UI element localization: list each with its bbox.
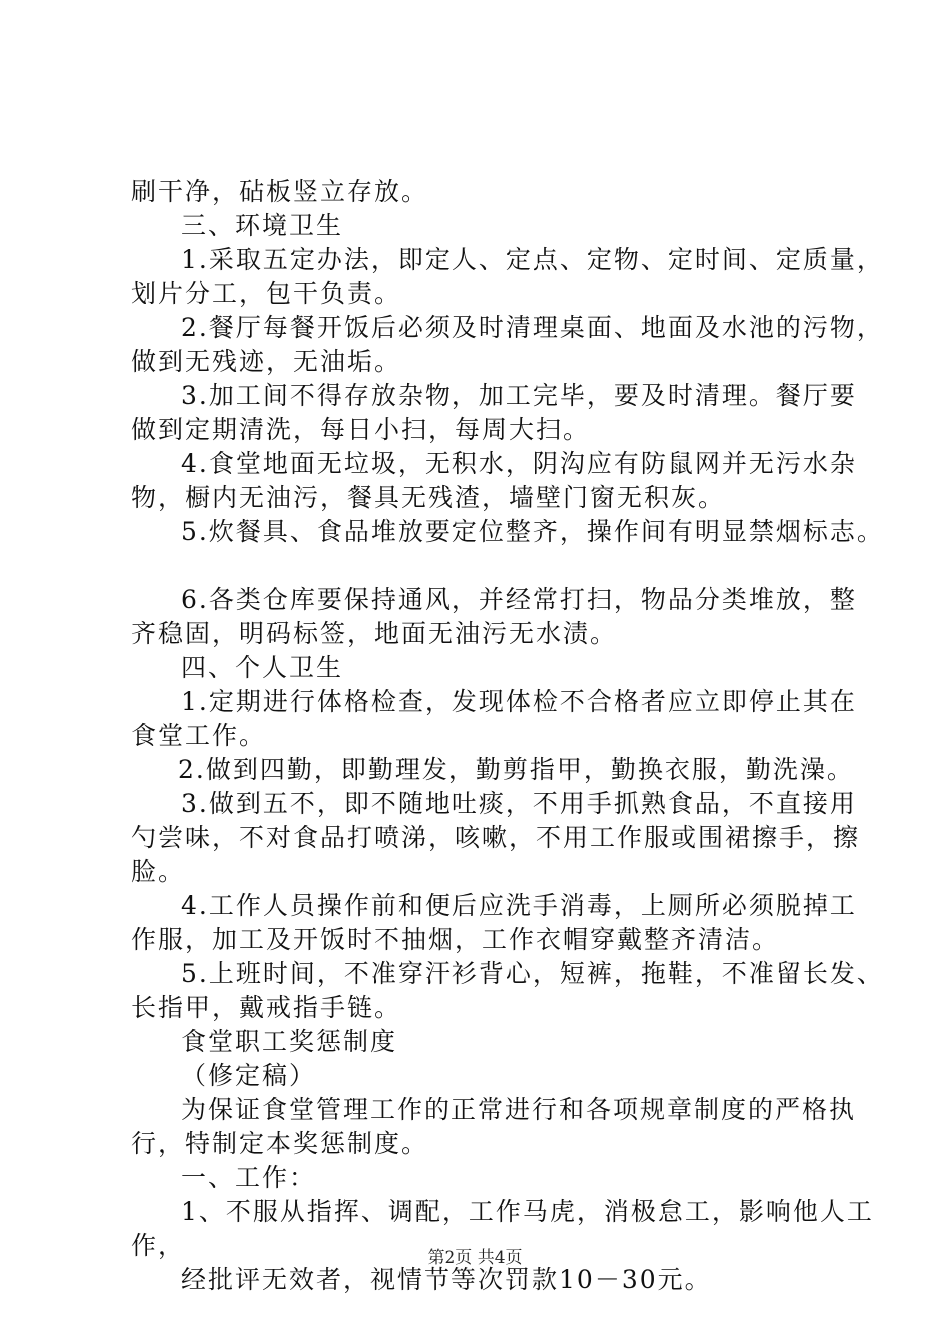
- text-line: 做到定期清洗，每日小扫，每周大扫。: [131, 415, 591, 444]
- text-line: 2.做到四勤，即勤理发，勤剪指甲，勤换衣服，勤洗澡。: [178, 755, 854, 784]
- text-line: 4.食堂地面无垃圾，无积水，阴沟应有防鼠网并无污水杂: [181, 449, 857, 478]
- text-line: 1.定期进行体格检查，发现体检不合格者应立即停止其在: [181, 687, 857, 716]
- text-line: 经批评无效者，视情节等次罚款10－30元。: [181, 1265, 712, 1294]
- text-line: 勺尝味，不对食品打喷涕，咳嗽，不用工作服或围裙擦手，擦: [131, 823, 861, 852]
- section-heading: 三、环境卫生: [181, 211, 344, 240]
- text-line: 3.加工间不得存放杂物，加工完毕，要及时清理。餐厅要: [181, 381, 857, 410]
- section-heading: 四、个人卫生: [181, 653, 344, 682]
- page-footer: 第2页 共4页: [427, 1248, 523, 1268]
- text-line: 作服，加工及开饭时不抽烟，工作衣帽穿戴整齐清洁。: [131, 925, 780, 954]
- text-line: 3.做到五不，即不随地吐痰，不用手抓熟食品，不直接用: [181, 789, 857, 818]
- text-line: 食堂工作。: [131, 721, 267, 750]
- text-line: 2.餐厅每餐开饭后必须及时清理桌面、地面及水池的污物，: [181, 313, 884, 342]
- text-line: 4.工作人员操作前和便后应洗手消毒，上厕所必须脱掉工: [181, 891, 857, 920]
- text-line: 物，橱内无油污，餐具无残渣，墙壁门窗无积灰。: [131, 483, 726, 512]
- text-line: 划片分工，包干负责。: [131, 279, 402, 308]
- text-line: 脸。: [131, 857, 186, 886]
- section-heading: 一、工作：: [181, 1163, 317, 1192]
- text-line: 5.上班时间，不准穿汗衫背心，短裤，拖鞋，不准留长发、: [181, 959, 884, 988]
- text-line: 做到无残迹，无油垢。: [131, 347, 402, 376]
- text-line: 刷干净，砧板竖立存放。: [131, 177, 429, 206]
- text-line: 5.炊餐具、食品堆放要定位整齐，操作间有明显禁烟标志。: [181, 517, 884, 546]
- text-line: 长指甲，戴戒指手链。: [131, 993, 402, 1022]
- text-line: 齐稳固，明码标签，地面无油污无水渍。: [131, 619, 618, 648]
- document-subtitle: （修定稿）: [181, 1061, 317, 1090]
- blank-line: [131, 549, 851, 583]
- text-line: 1、不服从指挥、调配，工作马虎，消极怠工，影响他人工: [181, 1197, 874, 1226]
- text-line: 6.各类仓库要保持通风，并经常打扫，物品分类堆放，整: [181, 585, 857, 614]
- text-line: 1.采取五定办法，即定人、定点、定物、定时间、定质量，: [181, 245, 884, 274]
- text-line: 为保证食堂管理工作的正常进行和各项规章制度的严格执: [181, 1095, 857, 1124]
- text-line: 行，特制定本奖惩制度。: [131, 1129, 429, 1158]
- document-body: [131, 175, 884, 1297]
- document-title: 食堂职工奖惩制度: [181, 1027, 398, 1056]
- text-line: 作，: [131, 1231, 186, 1260]
